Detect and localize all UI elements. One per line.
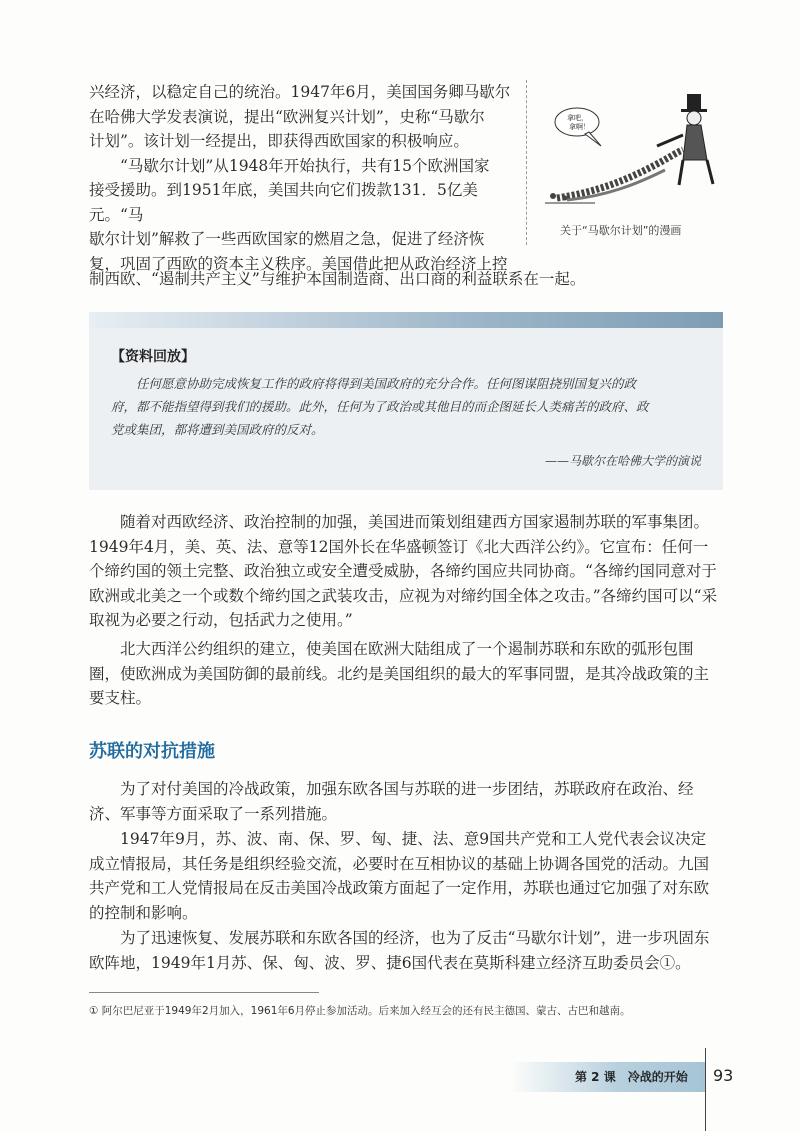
intro-line: 在哈佛大学发表演说，提出“欧洲复兴计划”，史称“马歇尔 [89, 107, 485, 126]
soviet-paragraph-1-text: 为了对付美国的冷战政策，加强东欧各国与苏联的进一步团结，苏联政府在政治、经济、军事等方面采取了一系列措施。 [89, 780, 694, 823]
nato-paragraph-2 [89, 637, 721, 711]
intro-line: 接受援助。到1951年底，美国共向它们拨款131．5亿美元。“马 [89, 181, 478, 224]
soviet-paragraph-3 [89, 926, 721, 975]
quote-line: 府，都不能指望得到我们的援助。此外，任何为了政治或其他目的而企图延长人类痛苦的政府、政 [111, 399, 649, 414]
cartoon-caption: 关于“马歇尔计划”的漫画 [560, 224, 682, 237]
page-number: 93 [713, 1066, 734, 1085]
resource-quote [111, 372, 701, 441]
nato-paragraph-1 [89, 510, 721, 633]
nato-paragraph-2-text: 北大西洋公约组织的建立，使美国在欧洲大陆组成了一个遏制苏联和东欧的弧形包围圈，使欧洲成为美国防御的最前线。北约是美国组织的最大的军事同盟，是其冷战政策的主要支柱。 [89, 640, 710, 707]
intro-line: 复，巩固了西欧的资本主义秩序。美国借此把从政治经济上控 [89, 254, 508, 273]
intro-line: 计划”。该计划一经提出，即获得西欧国家的积极响应。 [89, 132, 469, 150]
intro-line: 歇尔计划”解救了一些西欧国家的燃眉之急，促进了经济恢 [89, 230, 485, 248]
resource-header-bar [89, 312, 723, 328]
section-title: 苏联的对抗措施 [89, 741, 215, 762]
soviet-paragraph-1 [89, 777, 721, 826]
resource-title: 【资料回放】 [111, 349, 195, 365]
bubble-text-2: 拿啊！ [569, 123, 590, 131]
intro-paragraph [89, 80, 521, 276]
soviet-paragraph-2-text: 1947年9月，苏、波、南、保、罗、匈、捷、法、意9国共产党和工人党代表会议决定成立情报局，其任务是组织经验交流，必要时在互相协议的基础上协调各国党的活动。九国共产党和工人党情报局在反击美国冷战政策方面起了一定作用，苏联也通过它加强了对东欧的控制和影响。 [89, 830, 710, 922]
intro-line: “马歇尔计划”从1948年开始执行，共有15个欧洲国家 [120, 156, 490, 175]
footnote: ① 阿尔巴尼亚于1949年2月加入，1961年6月停止参加活动。后来加入经互会的还有民主德国、蒙古、古巴和越南。 [89, 1005, 631, 1017]
lesson-label: 第 2 课 冷战的开始 [575, 1070, 688, 1084]
soviet-paragraph-2 [89, 827, 721, 925]
quote-source: ——马歇尔在哈佛大学的演说 [544, 454, 701, 468]
cartoon-illustration-icon [537, 80, 727, 215]
intro-line: 兴经济，以稳定自己的统治。1947年6月，美国国务卿马歇尔 [89, 83, 511, 101]
nato-paragraph-1-text: 随着对西欧经济、政治控制的加强，美国进而策划组建西方国家遏制苏联的军事集团。1949年4月，美、英、法、意等12国外长在华盛顿签订《北大西洋公约》。它宣布：任何一个缔约国的领土完整、政治独立或安全遭受威胁，各缔约国应共同协商。“各缔约国同意对于欧洲或北美之一个或数个缔约国之武装攻击，应视为对缔约国全体之攻击。”各缔约国可以“采取视为必要之行动，包括武力之使用。” [89, 513, 718, 629]
marshall-plan-cartoon [526, 80, 727, 245]
resource-box [89, 312, 723, 490]
bubble-text-1: 拿吧， [567, 114, 588, 122]
footer-divider [705, 1048, 706, 1131]
quote-line: 任何愿意协助完成恢复工作的政府将得到美国政府的充分合作。任何图谋阻挠别国复兴的政 [136, 376, 637, 391]
intro-final-line: 制西欧、“遏制共产主义”与维护本国制造商、出口商的利益联系在一起。 [89, 270, 586, 288]
footnote-divider [89, 992, 319, 993]
quote-line: 党或集团，都将遭到美国政府的反对。 [111, 422, 324, 437]
soviet-paragraph-3-text: 为了迅速恢复、发展苏联和东欧各国的经济，也为了反击“马歇尔计划”，进一步巩固东欧阵地，1949年1月苏、保、匈、波、罗、捷6国代表在莫斯科建立经济互助委员会①。 [89, 929, 710, 972]
